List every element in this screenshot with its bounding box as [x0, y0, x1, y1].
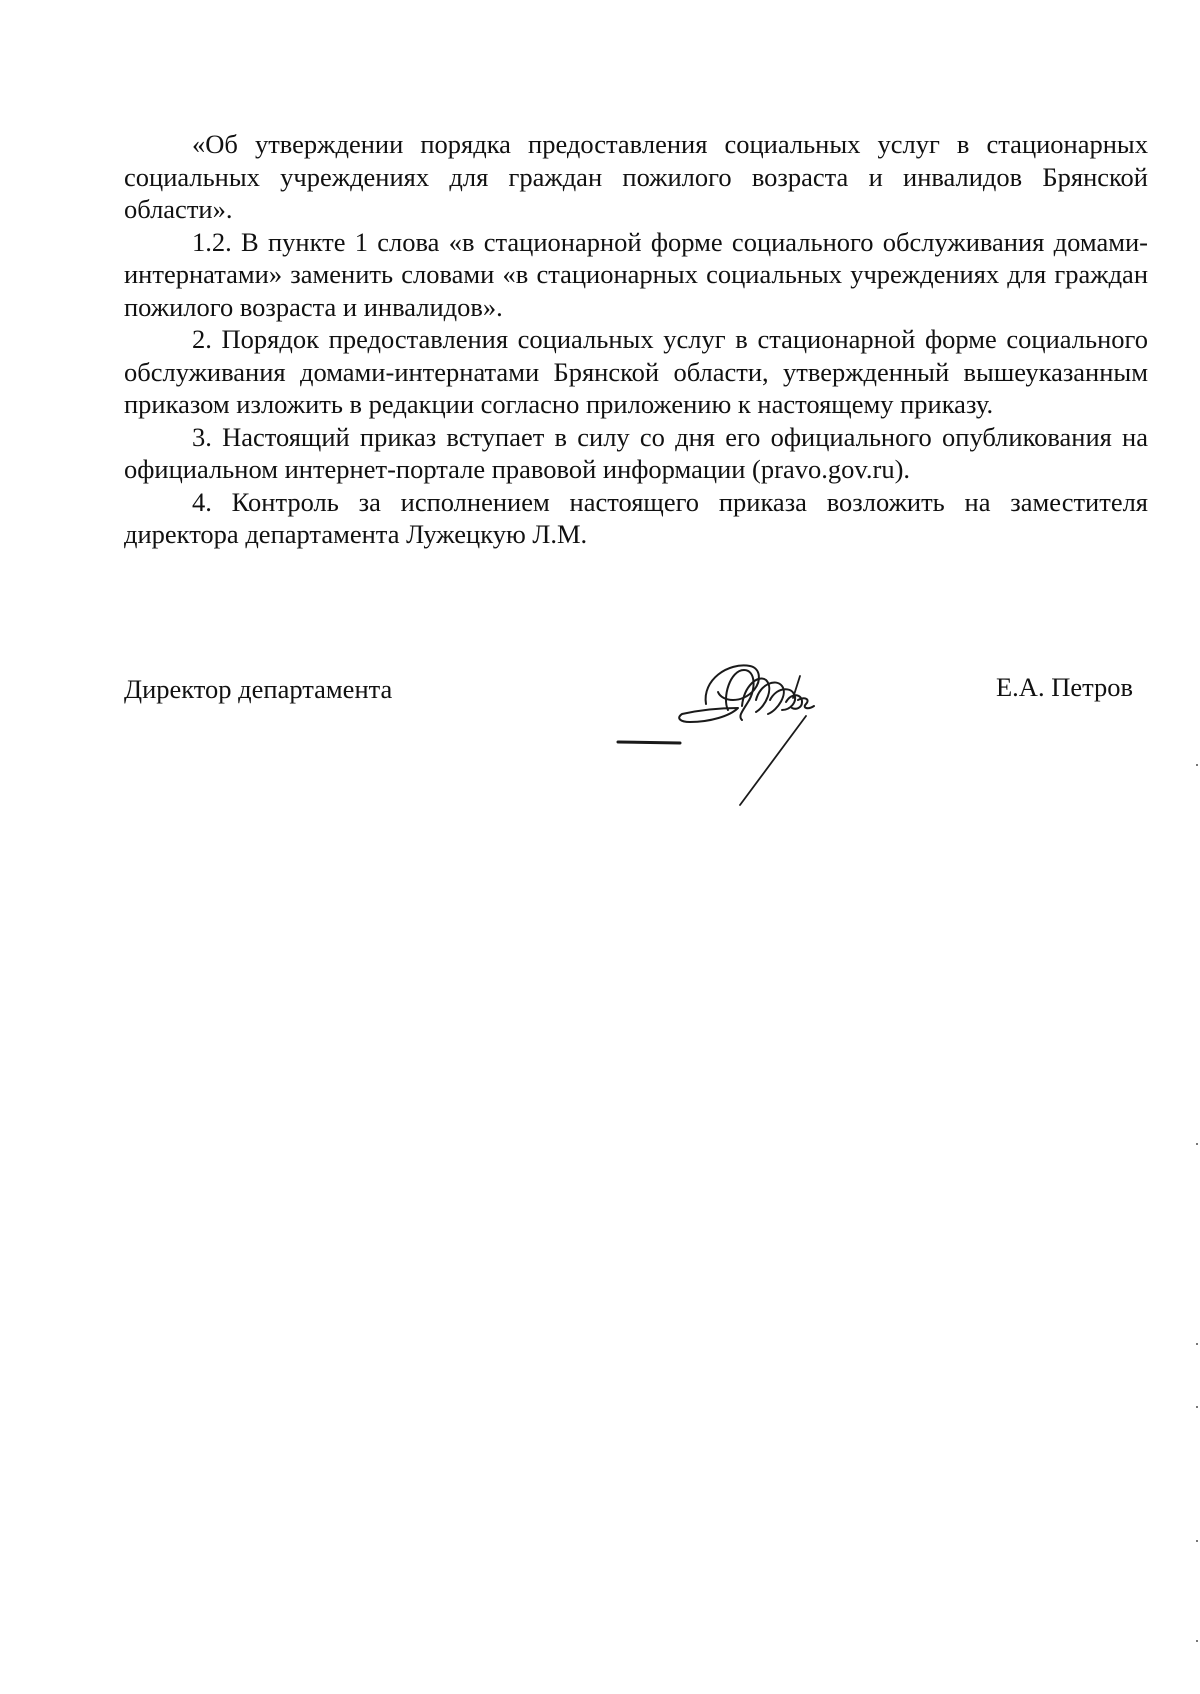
signatory-name: Е.А. Петров: [996, 672, 1134, 702]
scan-edge-mark: [1196, 1540, 1198, 1542]
scan-edge-mark: [1196, 1343, 1198, 1345]
paragraph-1-2: 1.2. В пункте 1 слова «в стационарной форме социального обслуживания домами-интернатами» заменить словами «в стационарных социальных учреждениях для граждан пожилого возраста и инвалидов».: [124, 226, 1148, 322]
scan-edge-mark: [1196, 1640, 1198, 1642]
paragraph-4: 4. Контроль за исполнением настоящего приказа возложить на заместителя директора департамента Лужецкую Л.М.: [124, 486, 1148, 549]
paragraph-3: 3. Настоящий приказ вступает в силу со дня его официального опубликования на официальном интернет-портале правовой информации (pravo.gov.ru).: [124, 421, 1148, 484]
paragraph-title-quote: «Об утверждении порядка предоставления социальных услуг в стационарных социальных учреждениях для граждан пожилого возраста и инвалидов Брянской области».: [124, 129, 1148, 224]
scan-edge-mark: [1196, 764, 1198, 766]
handwritten-signature: [610, 640, 880, 820]
scan-edge-mark: [1196, 1406, 1198, 1408]
paragraph-2: 2. Порядок предоставления социальных услуг в стационарной форме социального обслуживания домами-интернатами Брянской области, утвержденный вышеуказанным приказом изложить в редакции согласно приложению к настоящему приказу.: [124, 324, 1148, 419]
signatory-position: Директор департамента: [124, 674, 393, 704]
document-body: [124, 128, 1148, 551]
scan-edge-mark: [1196, 1143, 1198, 1145]
